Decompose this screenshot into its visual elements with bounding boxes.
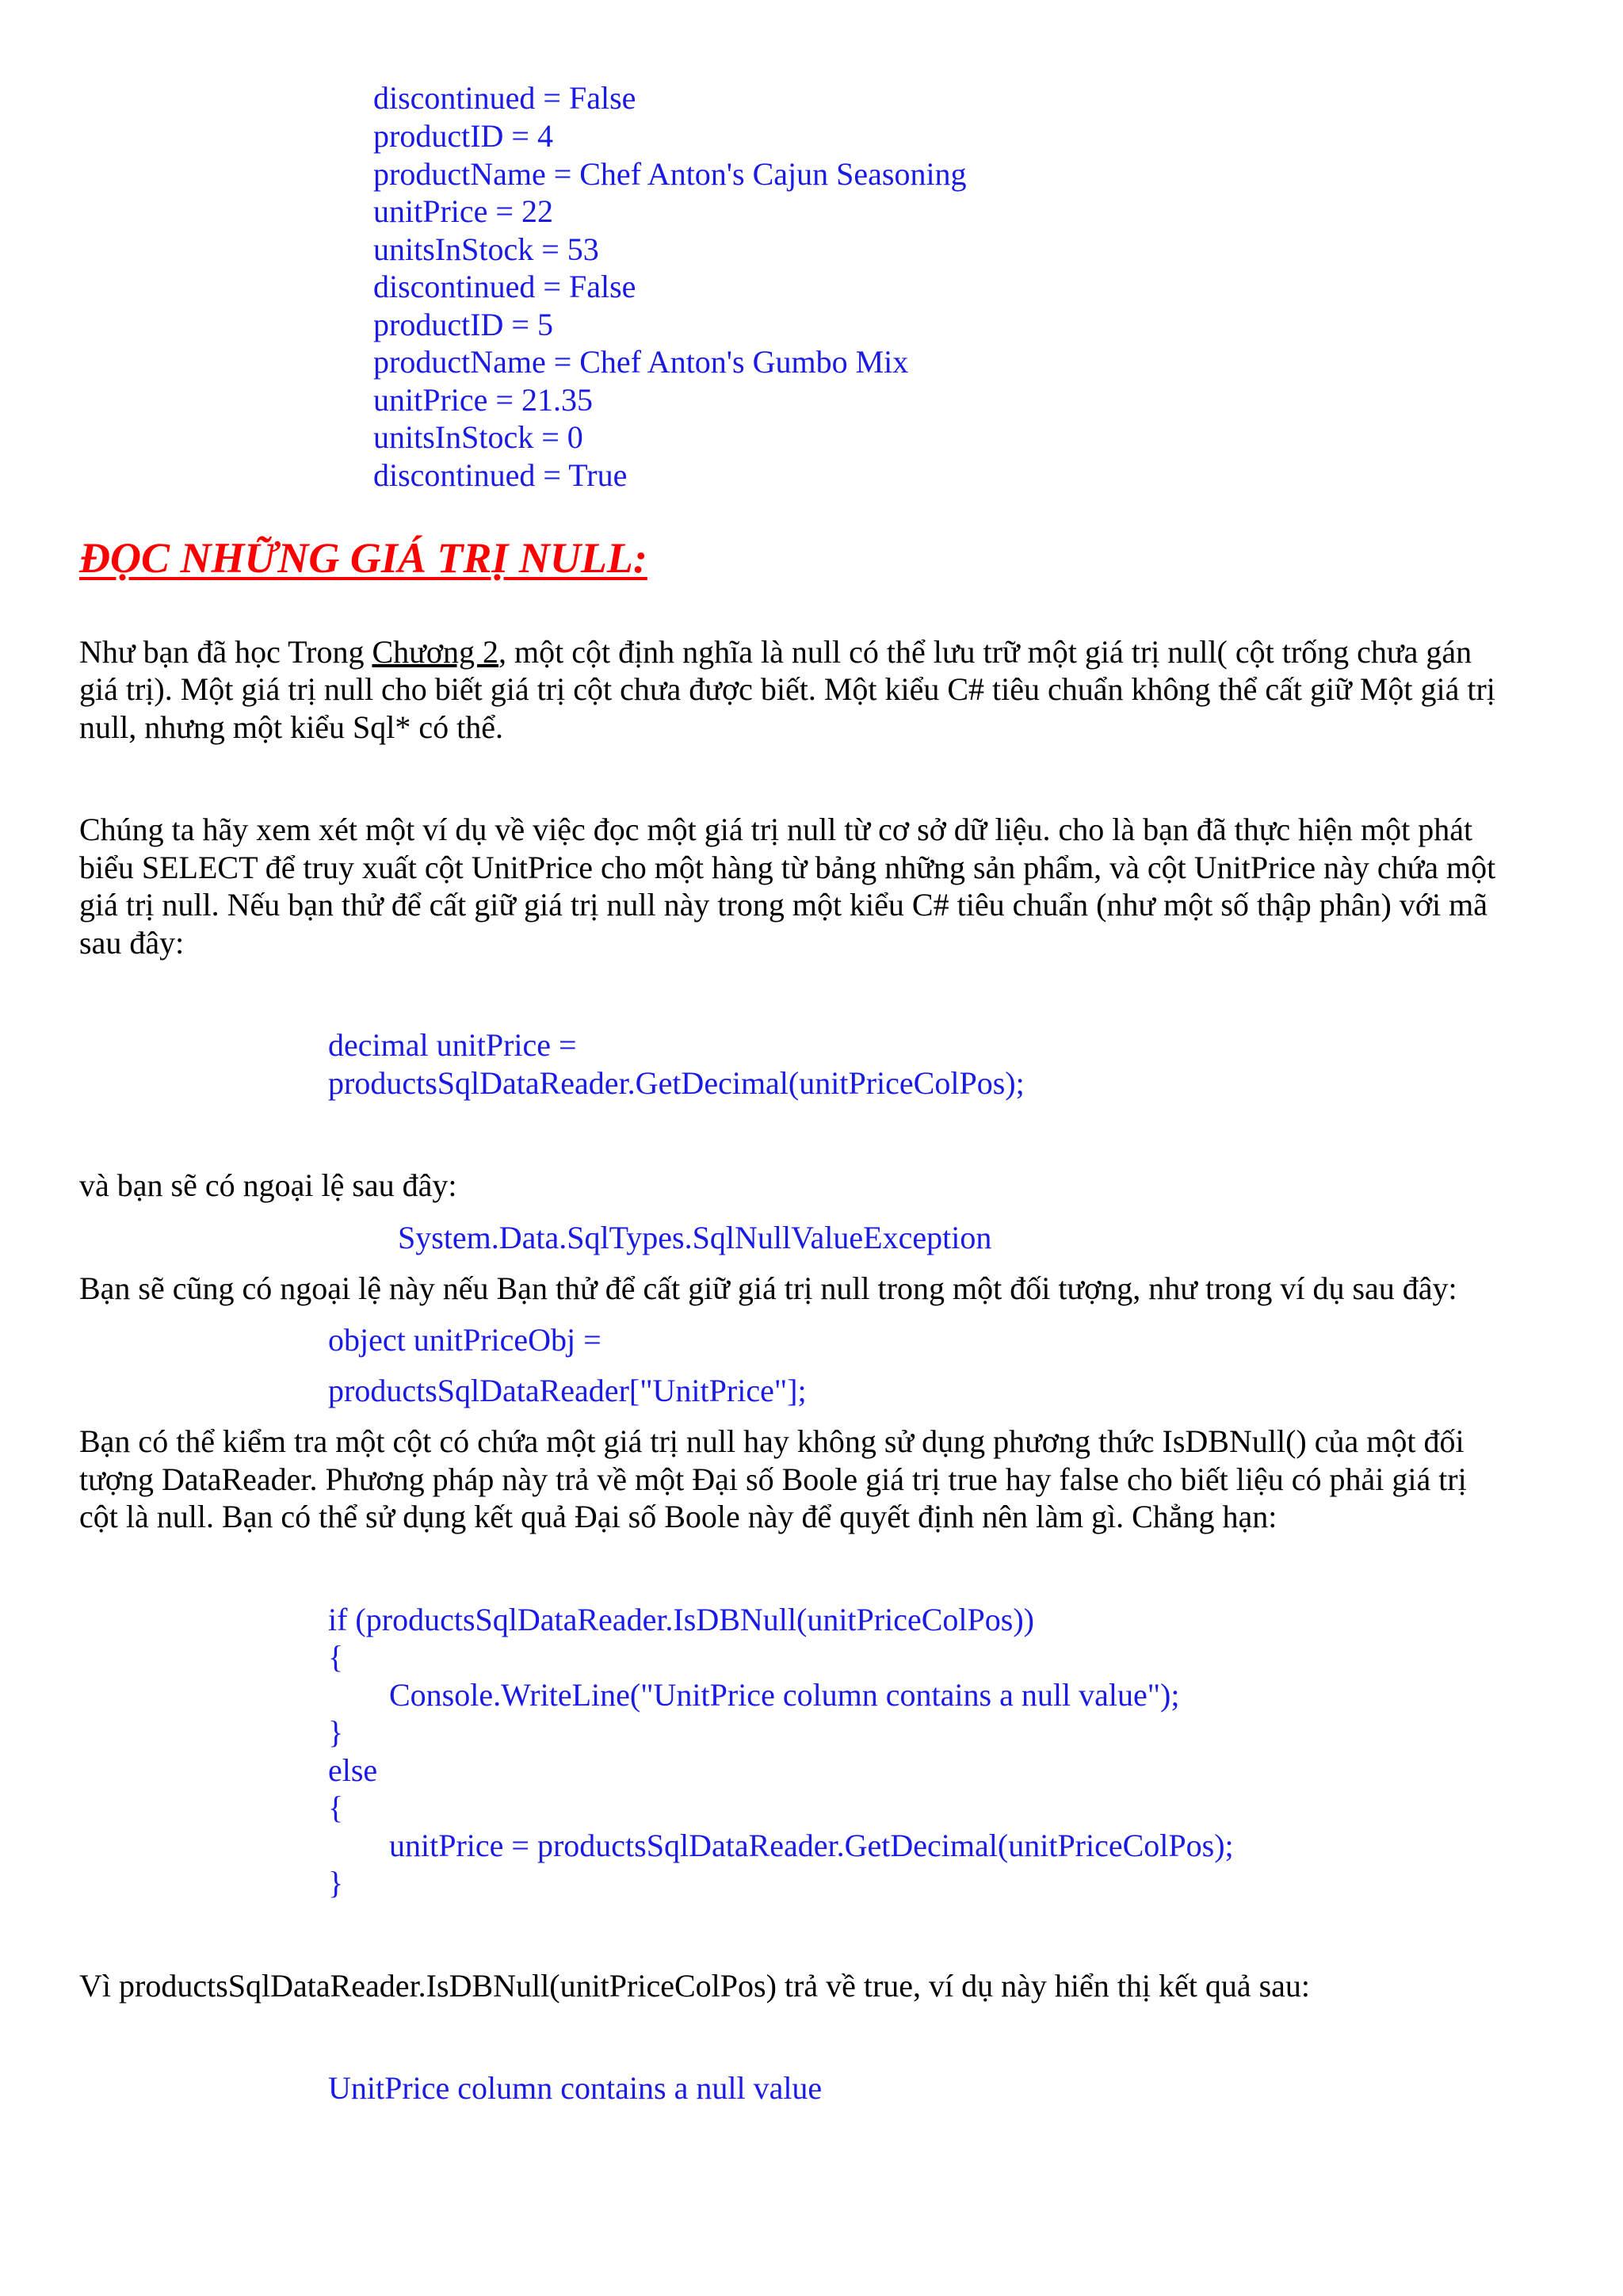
paragraph-line: biểu SELECT để truy xuất cột UnitPrice cho một hàng từ bảng những sản phẩm, và cột UnitPrice này chứa một	[79, 850, 1496, 885]
paragraph-line: null, nhưng một kiểu Sql* có thể.	[79, 709, 503, 745]
code-line: productID = 5	[373, 307, 553, 342]
section-heading: ĐỌC NHỮNG GIÁ TRỊ NULL:	[79, 534, 647, 582]
code-line: productsSqlDataReader.GetDecimal(unitPriceColPos);	[328, 1065, 1025, 1101]
chapter-link[interactable]: Chương 2	[372, 634, 498, 670]
code-line: unitPrice = productsSqlDataReader.GetDecimal(unitPriceColPos);	[389, 1828, 1234, 1863]
paragraph-line	[79, 633, 1472, 671]
output-line: UnitPrice column contains a null value	[328, 2070, 823, 2106]
paragraph-object-intro: Bạn sẽ cũng có ngoại lệ này nếu Bạn thử để cất giữ giá trị null trong một đối tượng, như trong ví dụ sau đây:	[79, 1270, 1457, 1306]
paragraph-line: Bạn có thể kiểm tra một cột có chứa một giá trị null hay không sử dụng phương thức IsDBNull() của một đối	[79, 1423, 1465, 1459]
text-span: , một cột định nghĩa là null có thể lưu trữ một giá trị null( cột trống chưa gán	[498, 634, 1472, 670]
code-line: else	[328, 1752, 378, 1788]
code-line: if (productsSqlDataReader.IsDBNull(unitPriceColPos))	[328, 1602, 1034, 1637]
paragraph-line: tượng DataReader. Phương pháp này trả về một Đại số Boole giá trị true hay false cho biết liệu có phải giá trị	[79, 1461, 1467, 1497]
paragraph-line: cột là null. Bạn có thể sử dụng kết quả Đại số Boole này để quyết định nên làm gì. Chẳng hạn:	[79, 1499, 1277, 1534]
text-span: Như bạn đã học Trong	[79, 634, 372, 670]
paragraph-exception-intro: và bạn sẽ có ngoại lệ sau đây:	[79, 1167, 457, 1203]
code-line: unitPrice = 21.35	[373, 382, 593, 418]
code-line: unitPrice = 22	[373, 193, 553, 229]
paragraph-line: giá trị null. Nếu bạn thử để cất giữ giá trị null này trong một kiểu C# tiêu chuẩn (như một số thập phân) với mã	[79, 887, 1487, 923]
code-line: discontinued = True	[373, 457, 628, 493]
code-line: productID = 4	[373, 118, 553, 154]
paragraph-line: Chúng ta hãy xem xét một ví dụ về việc đọc một giá trị null từ cơ sở dữ liệu. cho là bạn đã thực hiện một phát	[79, 812, 1473, 847]
code-line: {	[328, 1790, 344, 1825]
code-line: discontinued = False	[373, 269, 636, 304]
code-line: }	[328, 1714, 344, 1750]
code-line: Console.WriteLine("UnitPrice column contains a null value");	[389, 1677, 1180, 1713]
paragraph-result-intro: Vì productsSqlDataReader.IsDBNull(unitPriceColPos) trả về true, ví dụ này hiển thị kết quả sau:	[79, 1968, 1311, 2004]
code-line: productName = Chef Anton's Gumbo Mix	[373, 344, 909, 380]
code-line: unitsInStock = 0	[373, 419, 583, 455]
exception-name: System.Data.SqlTypes.SqlNullValueException	[398, 1220, 992, 1255]
code-line: discontinued = False	[373, 80, 636, 116]
code-line: productName = Chef Anton's Cajun Seasoning	[373, 156, 967, 192]
code-line: unitsInStock = 53	[373, 231, 599, 267]
code-line: object unitPriceObj =	[328, 1322, 601, 1358]
code-line: productsSqlDataReader["UnitPrice"];	[328, 1373, 807, 1408]
paragraph-line: giá trị). Một giá trị null cho biết giá trị cột chưa được biết. Một kiểu C# tiêu chuẩn không thể cất giữ Một giá trị	[79, 671, 1495, 707]
paragraph-line: sau đây:	[79, 925, 185, 961]
code-line: {	[328, 1639, 344, 1675]
code-line: }	[328, 1865, 344, 1901]
code-line: decimal unitPrice =	[328, 1027, 577, 1063]
